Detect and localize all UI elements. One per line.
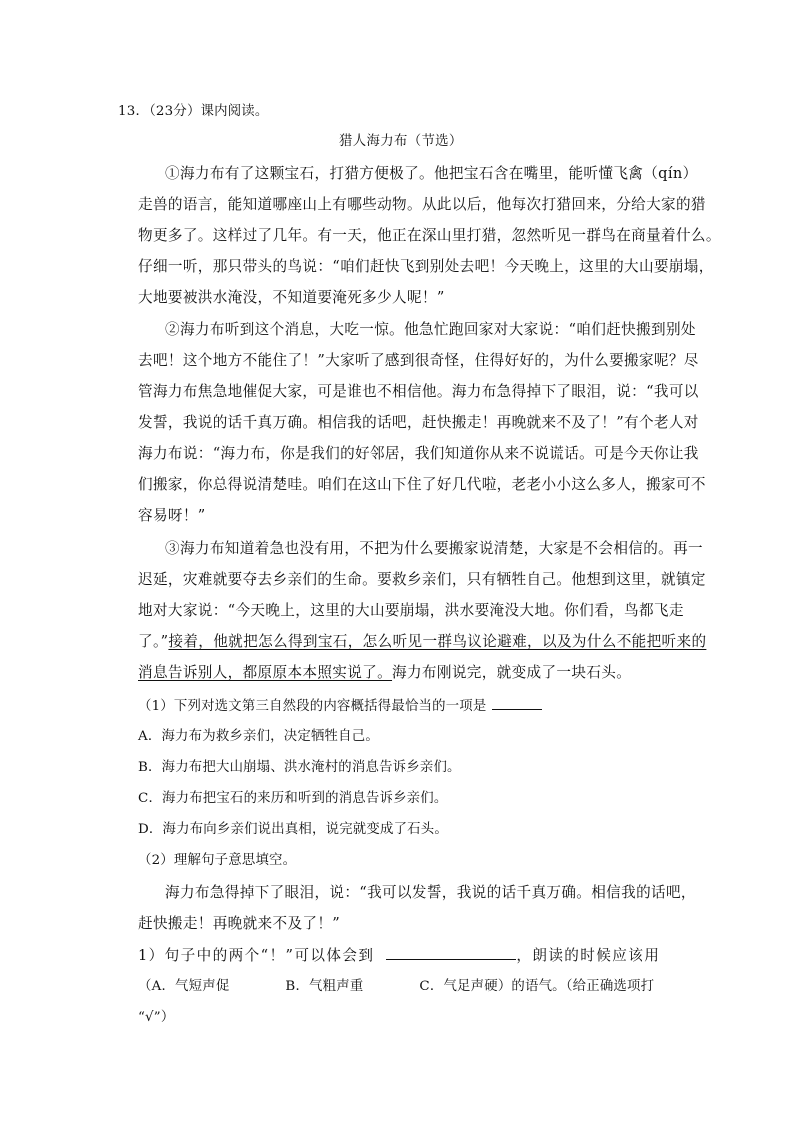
option-c: C．海力布把宝石的来历和听到的消息告诉乡亲们。 <box>138 791 448 806</box>
choice-c: C．气足声硬）的语气。（给正确选项打 <box>419 979 655 994</box>
answer-blank-2[interactable] <box>386 945 516 960</box>
choice-a: （A．气短声促 <box>138 979 230 994</box>
fill-question-1-post: ，朗读的时候应该用 <box>516 947 661 964</box>
paragraph-2-line-6: 们搬家，你总得说清楚哇。咱们在这山下住了好几代啦，老老小小这么多人，搬家可不 <box>138 476 706 493</box>
paragraph-3-line-5 <box>138 662 631 684</box>
paragraph-3-line-3: 地对大家说：“今天晚上，这里的大山要崩塌，洪水要淹没大地。你们看，鸟都飞走 <box>138 602 684 619</box>
underlined-sentence-part-1: 接着，他就把怎么得到宝石，怎么听见一群鸟议论避难，以及为什么不能把听来的 <box>168 633 707 650</box>
paragraph-2-line-5: 海力布说：“海力布，你是我们的好邻居，我们知道你从来不说谎话。可是今天你让我 <box>138 445 699 462</box>
paragraph-3-line-1: ③海力布知道着急也没有用，不把为什么要搬家说清楚，大家是不会相信的。再一 <box>165 540 703 557</box>
option-b: B．海力布把大山崩塌、洪水淹村的消息告诉乡亲们。 <box>138 760 461 775</box>
paragraph-3-line-4 <box>138 631 706 653</box>
answer-blank-1[interactable] <box>492 695 542 710</box>
paragraph-3-line-4-plain: 了。” <box>138 633 169 650</box>
paragraph-2-line-3: 管海力布焦急地催促大家，可是谁也不相信他。海力布急得掉下了眼泪，说：“我可以 <box>138 383 699 400</box>
fill-question-1-pre: 1）句子中的两个“！”可以体会到 <box>138 947 375 964</box>
paragraph-2-line-4: 发誓，我说的话千真万确。相信我的话吧，赶快搬走！再晚就来不及了！”有个老人对 <box>138 414 699 431</box>
paragraph-1-line-5: 大地要被洪水淹没，不知道要淹死多少人呢！” <box>138 289 445 306</box>
paragraph-1-line-3: 物更多了。这样过了几年。有一天，他正在深山里打猎，忽然听见一群鸟在商量着什么。 <box>138 227 721 244</box>
quote-line-1: 海力布急得掉下了眼泪，说：“我可以发誓，我说的话千真万确。相信我的话吧， <box>165 884 696 901</box>
choice-b: B．气粗声重 <box>285 979 364 994</box>
checkmark-instruction: “√”） <box>138 1010 175 1025</box>
paragraph-2-line-2: 去吧！这个地方不能住了！”大家听了感到很奇怪，住得好好的，为什么要搬家呢？尽 <box>138 352 699 369</box>
paragraph-2-line-1: ②海力布听到这个消息，大吃一惊。他急忙跑回家对大家说：“咱们赶快搬到别处 <box>165 321 696 338</box>
option-a: A．海力布为救乡亲们，决定牺牲自己。 <box>138 729 379 744</box>
quote-line-2: 赶快搬走！再晚就来不及了！” <box>138 915 341 932</box>
subquestion-1-prompt <box>138 695 542 718</box>
choices-line <box>138 976 654 998</box>
subquestion-1-prompt-text: （1）下列对选文第三自然段的内容概括得最恰当的一项是 <box>138 699 487 714</box>
paragraph-1-line-2: 走兽的语言，能知道哪座山上有哪些动物。从此以后，他每次打猎回来，分给大家的猎 <box>138 196 706 213</box>
subquestion-2-prompt: （2）理解句子意思填空。 <box>138 853 297 868</box>
paragraph-1-line-4: 仔细一听，那只带头的鸟说：“咱们赶快飞到别处去吧！今天晚上，这里的大山要崩塌， <box>138 258 714 275</box>
paragraph-2-line-7: 容易呀！” <box>138 507 206 524</box>
passage-title: 猎人海力布（节选） <box>339 134 463 149</box>
option-d: D．海力布向乡亲们说出真相，说完就变成了石头。 <box>138 822 448 837</box>
question-header: 13．（23分）课内阅读。 <box>118 104 269 119</box>
paragraph-1-line-1: ①海力布有了这颗宝石，打猎方便极了。他把宝石含在嘴里，能听懂飞禽（qín） <box>165 165 698 182</box>
underlined-sentence-part-2: 消息告诉别人，都原原本本照实说了。 <box>138 664 393 681</box>
paragraph-3-line-2: 迟延，灾难就要夺去乡亲们的生命。要救乡亲们，只有牺牲自己。他想到这里，就镇定 <box>138 571 706 588</box>
fill-question-1 <box>138 945 660 967</box>
paragraph-3-line-5-plain: 海力布刚说完，就变成了一块石头。 <box>392 664 632 681</box>
